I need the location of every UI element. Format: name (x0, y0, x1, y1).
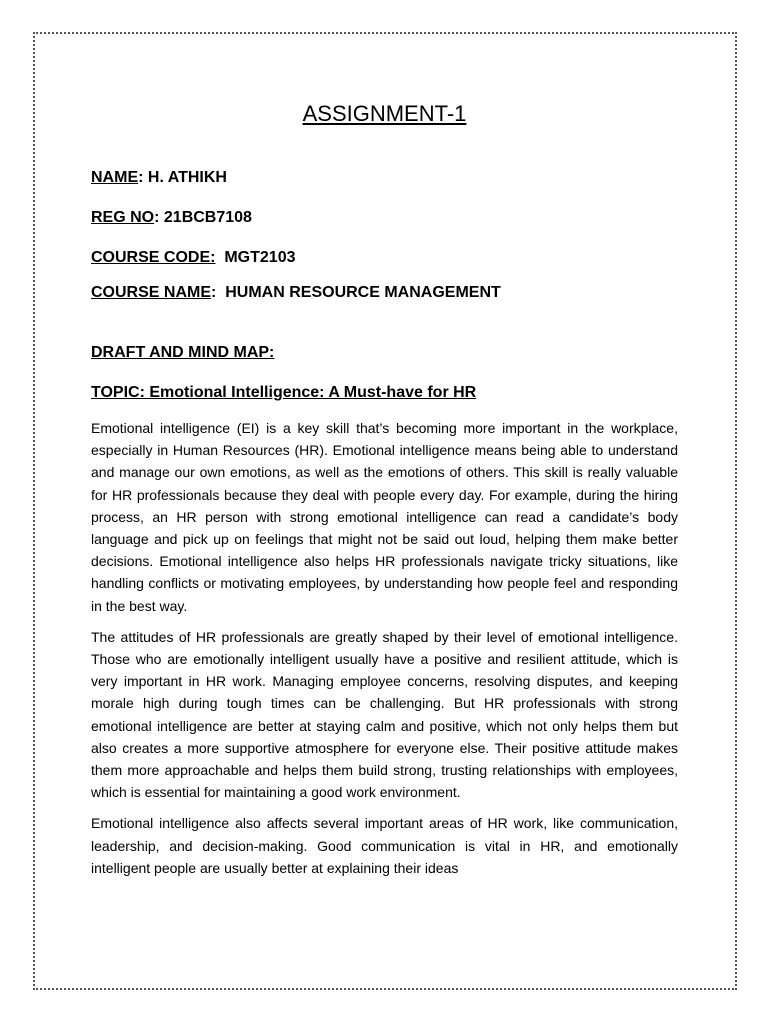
course-code-value: MGT2103 (215, 249, 296, 266)
paragraph: The attitudes of HR professionals are greatly shaped by their level of emotional intelligence. Those who are emotionally intelligent usually have a positive and resilient attitude, which is very important in HR work. Managing employee concerns, resolving disputes, and keeping morale high during tough times can be challenging. But HR professionals with strong emotional intelligence are better at staying calm and positive, which not only helps them but also creates a more supportive atmosphere for everyone else. Their positive attitude makes them more approachable and helps them build strong, trusting relationships with employees, which is essential for maintaining a good work environment. (91, 628, 678, 801)
name-label: NAME (91, 169, 139, 186)
course-code-field (91, 248, 678, 268)
topic-heading: TOPIC: Emotional Intelligence: A Must-have for HR (91, 384, 477, 401)
name-field (91, 168, 678, 188)
document-body (91, 96, 678, 879)
paragraph: Emotional intelligence also affects several important areas of HR work, like communication, leadership, and decision-making. Good communication is vital in HR, and emotionally intelligent people are usually better at explaining their ideas (91, 815, 678, 876)
course-code-label: COURSE CODE: (91, 249, 216, 266)
reg-no-label: REG NO (91, 209, 155, 226)
course-name-label: COURSE NAME (91, 284, 212, 301)
course-name-field (91, 283, 678, 303)
reg-no-value: : 21BCB7108 (154, 209, 252, 226)
paragraph: Emotional intelligence (EI) is a key skill that’s becoming more important in the workplace, especially in Human Resources (HR). Emotional intelligence means being able to understand and manage our own emotions, as well as the emotions of others. This skill is really valuable for HR professionals because they deal with people every day. For example, during the hiring process, an HR person with strong emotional intelligence can read a candidate’s body language and pick up on feelings that might not be said out loud, helping them make better decisions. Emotional intelligence also helps HR professionals navigate tricky situations, like handling conflicts or motivating employees, by understanding how people feel and responding in the best way. (91, 420, 678, 614)
document-title: ASSIGNMENT-1 (302, 101, 467, 126)
reg-no-field (91, 208, 678, 228)
course-name-value: : HUMAN RESOURCE MANAGEMENT (211, 284, 501, 301)
name-value: : H. ATHIKH (138, 169, 227, 186)
section-heading: DRAFT AND MIND MAP: (91, 344, 275, 361)
